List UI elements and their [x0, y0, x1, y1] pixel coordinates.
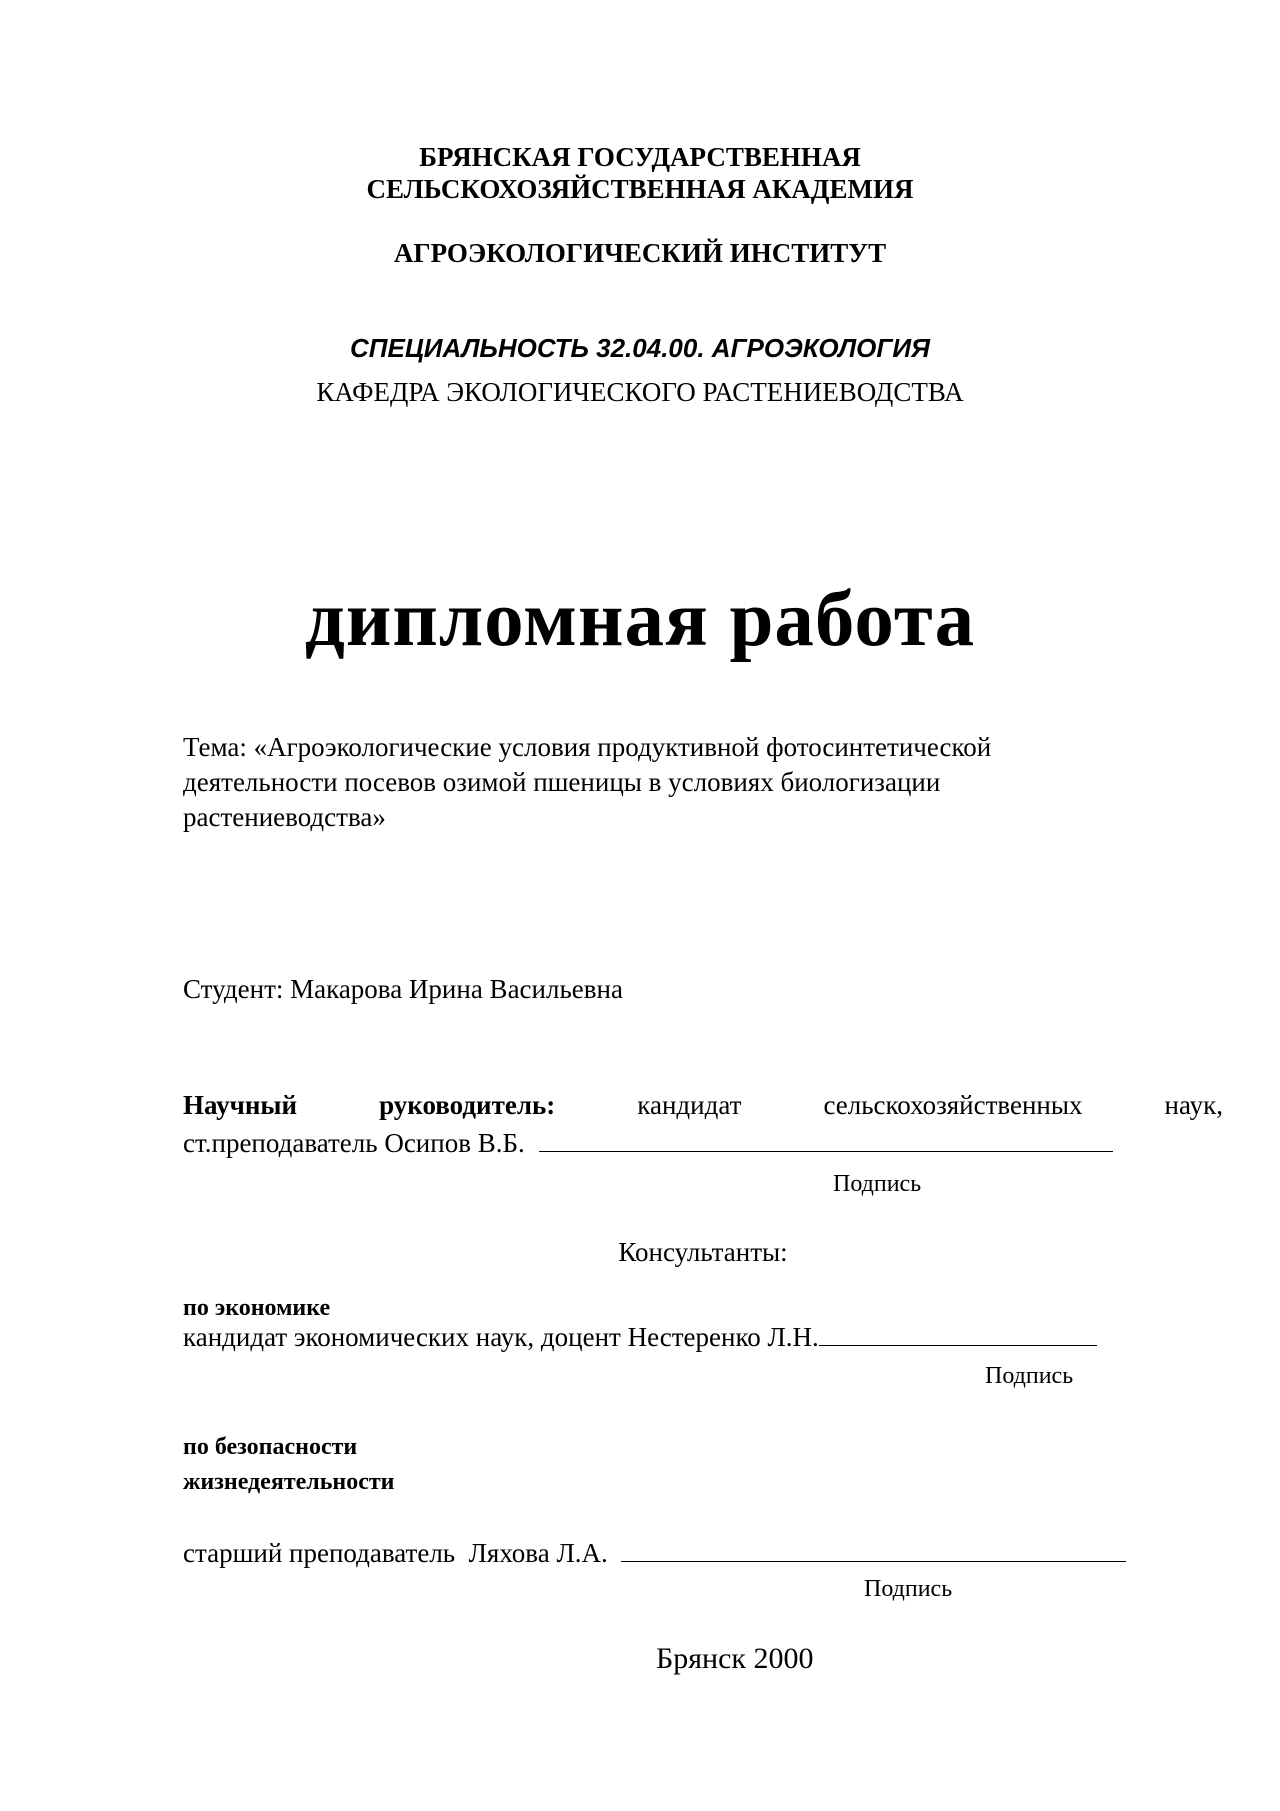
consultants-label: Консультанты: — [618, 1237, 788, 1267]
safety-signature-line — [621, 1539, 1126, 1562]
supervisor-title-name: ст.преподаватель Осипов В.Б. — [183, 1128, 525, 1158]
supervisor-line2 — [183, 1128, 1113, 1159]
supervisor-word-4: сельскохозяйственных — [823, 1090, 1083, 1120]
safety-signature-label: Подпись — [864, 1576, 953, 1602]
safety-heading-line2: жизнедеятельности — [183, 1469, 395, 1495]
safety-heading-line1: по безопасности — [183, 1434, 358, 1460]
supervisor-word-3: кандидат — [637, 1090, 742, 1120]
academy-name-line2: СЕЛЬСКОХОЗЯЙСТВЕННАЯ АКАДЕМИЯ — [366, 174, 914, 204]
supervisor-signature-line — [539, 1129, 1113, 1152]
department-name: КАФЕДРА ЭКОЛОГИЧЕСКОГО РАСТЕНИЕВОДСТВА — [316, 377, 964, 407]
supervisor-signature-label: Подпись — [833, 1171, 922, 1197]
student-name: Студент: Макарова Ирина Васильевна — [183, 974, 623, 1004]
document-title: дипломная работа — [304, 576, 976, 663]
supervisor-word-5: наук, — [1164, 1090, 1223, 1120]
academy-name-line1: БРЯНСКАЯ ГОСУДАРСТВЕННАЯ — [419, 142, 861, 172]
city-year: Брянск 2000 — [656, 1642, 814, 1675]
economics-line — [183, 1322, 1097, 1353]
thesis-theme: Тема: «Агроэкологические условия продуктивной фотосинтетической деятельности посевов озимой пшеницы в условиях биологизации растениеводства» — [183, 732, 992, 832]
economics-heading: по экономике — [183, 1295, 331, 1321]
economics-consultant: кандидат экономических наук, доцент Нестеренко Л.Н. — [183, 1322, 819, 1352]
economics-signature-label: Подпись — [985, 1363, 1074, 1389]
safety-line — [183, 1538, 1126, 1569]
supervisor-word-2: руководитель: — [379, 1090, 556, 1120]
institute-name: АГРОЭКОЛОГИЧЕСКИЙ ИНСТИТУТ — [393, 238, 887, 268]
specialty-line: СПЕЦИАЛЬНОСТЬ 32.04.00. АГРОЭКОЛОГИЯ — [350, 333, 930, 363]
safety-consultant: старший преподаватель Ляхова Л.А. — [183, 1538, 608, 1568]
economics-signature-line — [819, 1323, 1097, 1346]
supervisor-word-1: Научный — [183, 1090, 298, 1120]
supervisor-line1 — [183, 1090, 1223, 1121]
